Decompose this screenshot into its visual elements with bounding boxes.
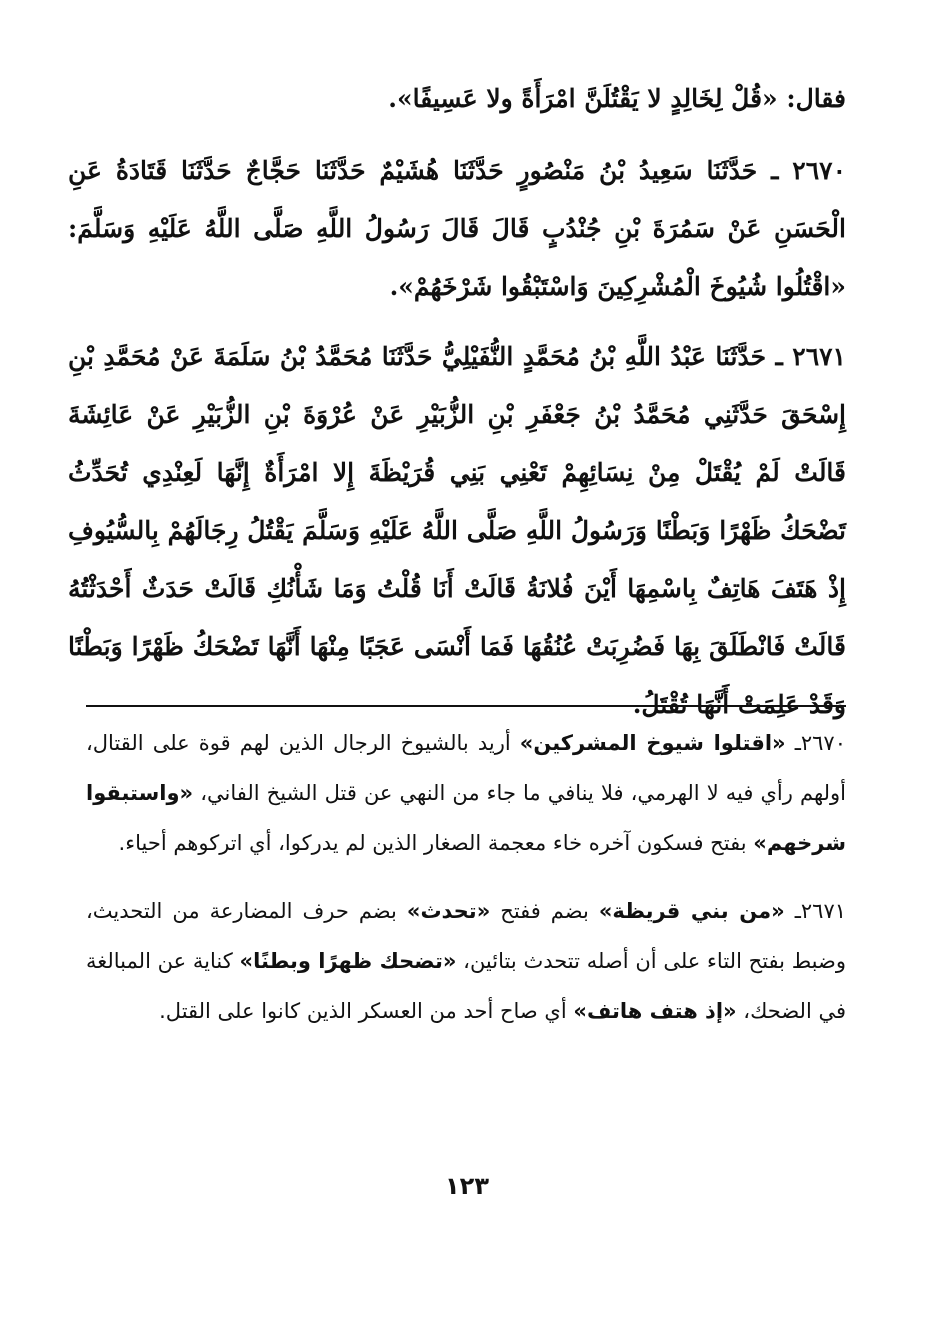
footnote-text: أي صاح أحد من العسكر الذين كانوا على القتل.: [159, 999, 567, 1023]
footnote-number: ٢٦٧١: [800, 899, 847, 923]
footnote-text: بضم ففتح: [500, 899, 589, 923]
footnote-number: ٢٦٧٠: [800, 731, 846, 755]
footnote-quote: «من بني قريظة»: [598, 899, 785, 923]
page-number: ١٢٣: [445, 1172, 489, 1200]
footnote-divider: [86, 705, 846, 707]
hadith-body: حَدَّثَنَا سَعِيدُ بْنُ مَنْصُورٍ حَدَّثَنَا هُشَيْمٌ حَدَّثَنَا حَجَّاجٌ حَدَّثَنَا قَتَادَةُ عَنِ الْحَسَنِ عَنْ سَمُرَةَ بْنِ جُنْدُبٍ قَالَ قَالَ رَسُولُ اللَّهِ صَلَّى اللَّهُ عَلَيْهِ وَسَلَّمَ: «اقْتُلُوا شُيُوخَ الْمُشْرِكِينَ وَاسْتَبْقُوا شَرْخَهُمْ».: [68, 156, 846, 301]
continuation-text: فقال: «قُلْ لِخَالِدٍ لا يَقْتُلَنَّ امْرَأَةً ولا عَسِيفًا».: [388, 84, 846, 113]
footnote-2670: [86, 718, 846, 868]
footnote-text: بفتح فسكون آخره خاء معجمة الصغار الذين لم يدركوا، أي اتركوهم أحياء.: [118, 831, 747, 855]
hadith-number: ٢٦٧١: [792, 342, 846, 371]
footnote-quote: «واستبقوا شرخهم»: [86, 781, 846, 855]
footnote-text: كناية عن المبالغة في الضحك،: [86, 949, 846, 1023]
hadith-body: حَدَّثَنَا عَبْدُ اللَّهِ بْنُ مُحَمَّدٍ النُّفَيْلِيُّ حَدَّثَنَا مُحَمَّدُ بْنُ سَلَمَةَ عَنْ مُحَمَّدِ بْنِ إِسْحَقَ حَدَّثَنِي مُحَمَّدُ بْنُ جَعْفَرِ بْنِ الزُّبَيْرِ عَنْ عُرْوَةَ بْنِ الزُّبَيْرِ عَنْ عَائِشَةَ قَالَتْ لَمْ يُقْتَلْ مِنْ نِسَائِهِمْ تَعْنِي بَنِي قُرَيْظَةَ إِلا امْرَأَةٌ إِنَّهَا لَعِنْدِي تُحَدِّثُ تَضْحَكُ ظَهْرًا وَبَطْنًا وَرَسُولُ اللَّهِ صَلَّى اللَّهُ عَلَيْهِ وَسَلَّمَ يَقْتُلُ رِجَالَهُمْ بِالسُّيُوفِ إِذْ هَتَفَ هَاتِفٌ بِاسْمِهَا أَيْنَ فُلانَةُ قَالَتْ أَنَا قُلْتُ وَمَا شَأْنُكِ قَالَتْ حَدَثٌ أَحْدَثْتُهُ قَالَتْ فَانْطَلَقَ بِهَا فَضُرِبَتْ عُنُقُهَا فَمَا أَنْسَى عَجَبًا مِنْهَا أَنَّهَا تَضْحَكُ ظَهْرًا وَبَطْنًا وَقَدْ عَلِمَتْ أَنَّهَا تُقْتَلُ.: [68, 342, 846, 719]
footnote-text: أريد بالشيوخ الرجال الذين لهم قوة على القتال، أولهم رأي فيه لا الهرمي، فلا ينافي ما جاء من النهي عن قتل الشيخ الفاني،: [86, 731, 846, 805]
hadith-separator: ـ: [771, 156, 779, 185]
hadith-separator: ـ: [775, 342, 783, 371]
footnote-2671: [86, 886, 846, 1036]
footnote-separator: ـ: [794, 899, 801, 923]
hadith-number: ٢٦٧٠: [792, 156, 846, 185]
footnote-quote: «إذ هتف هاتف»: [573, 999, 737, 1023]
footnote-quote: «اقتلوا شيوخ المشركين»: [519, 731, 786, 755]
hadith-2671: [68, 328, 846, 734]
hadith-text-block: [68, 70, 846, 734]
footnote-quote: «تضحك ظهرًا وبطنًا»: [239, 949, 457, 973]
continuation-line: [68, 70, 846, 128]
footnote-separator: ـ: [794, 731, 801, 755]
footnote-text: بضم حرف المضارعة من التحديث، وضبط بفتح التاء على أن أصله تتحدث بتائين،: [86, 899, 846, 973]
hadith-2670: [68, 142, 846, 316]
footnotes-block: [86, 718, 846, 1036]
footnote-quote: «تحدث»: [406, 899, 491, 923]
